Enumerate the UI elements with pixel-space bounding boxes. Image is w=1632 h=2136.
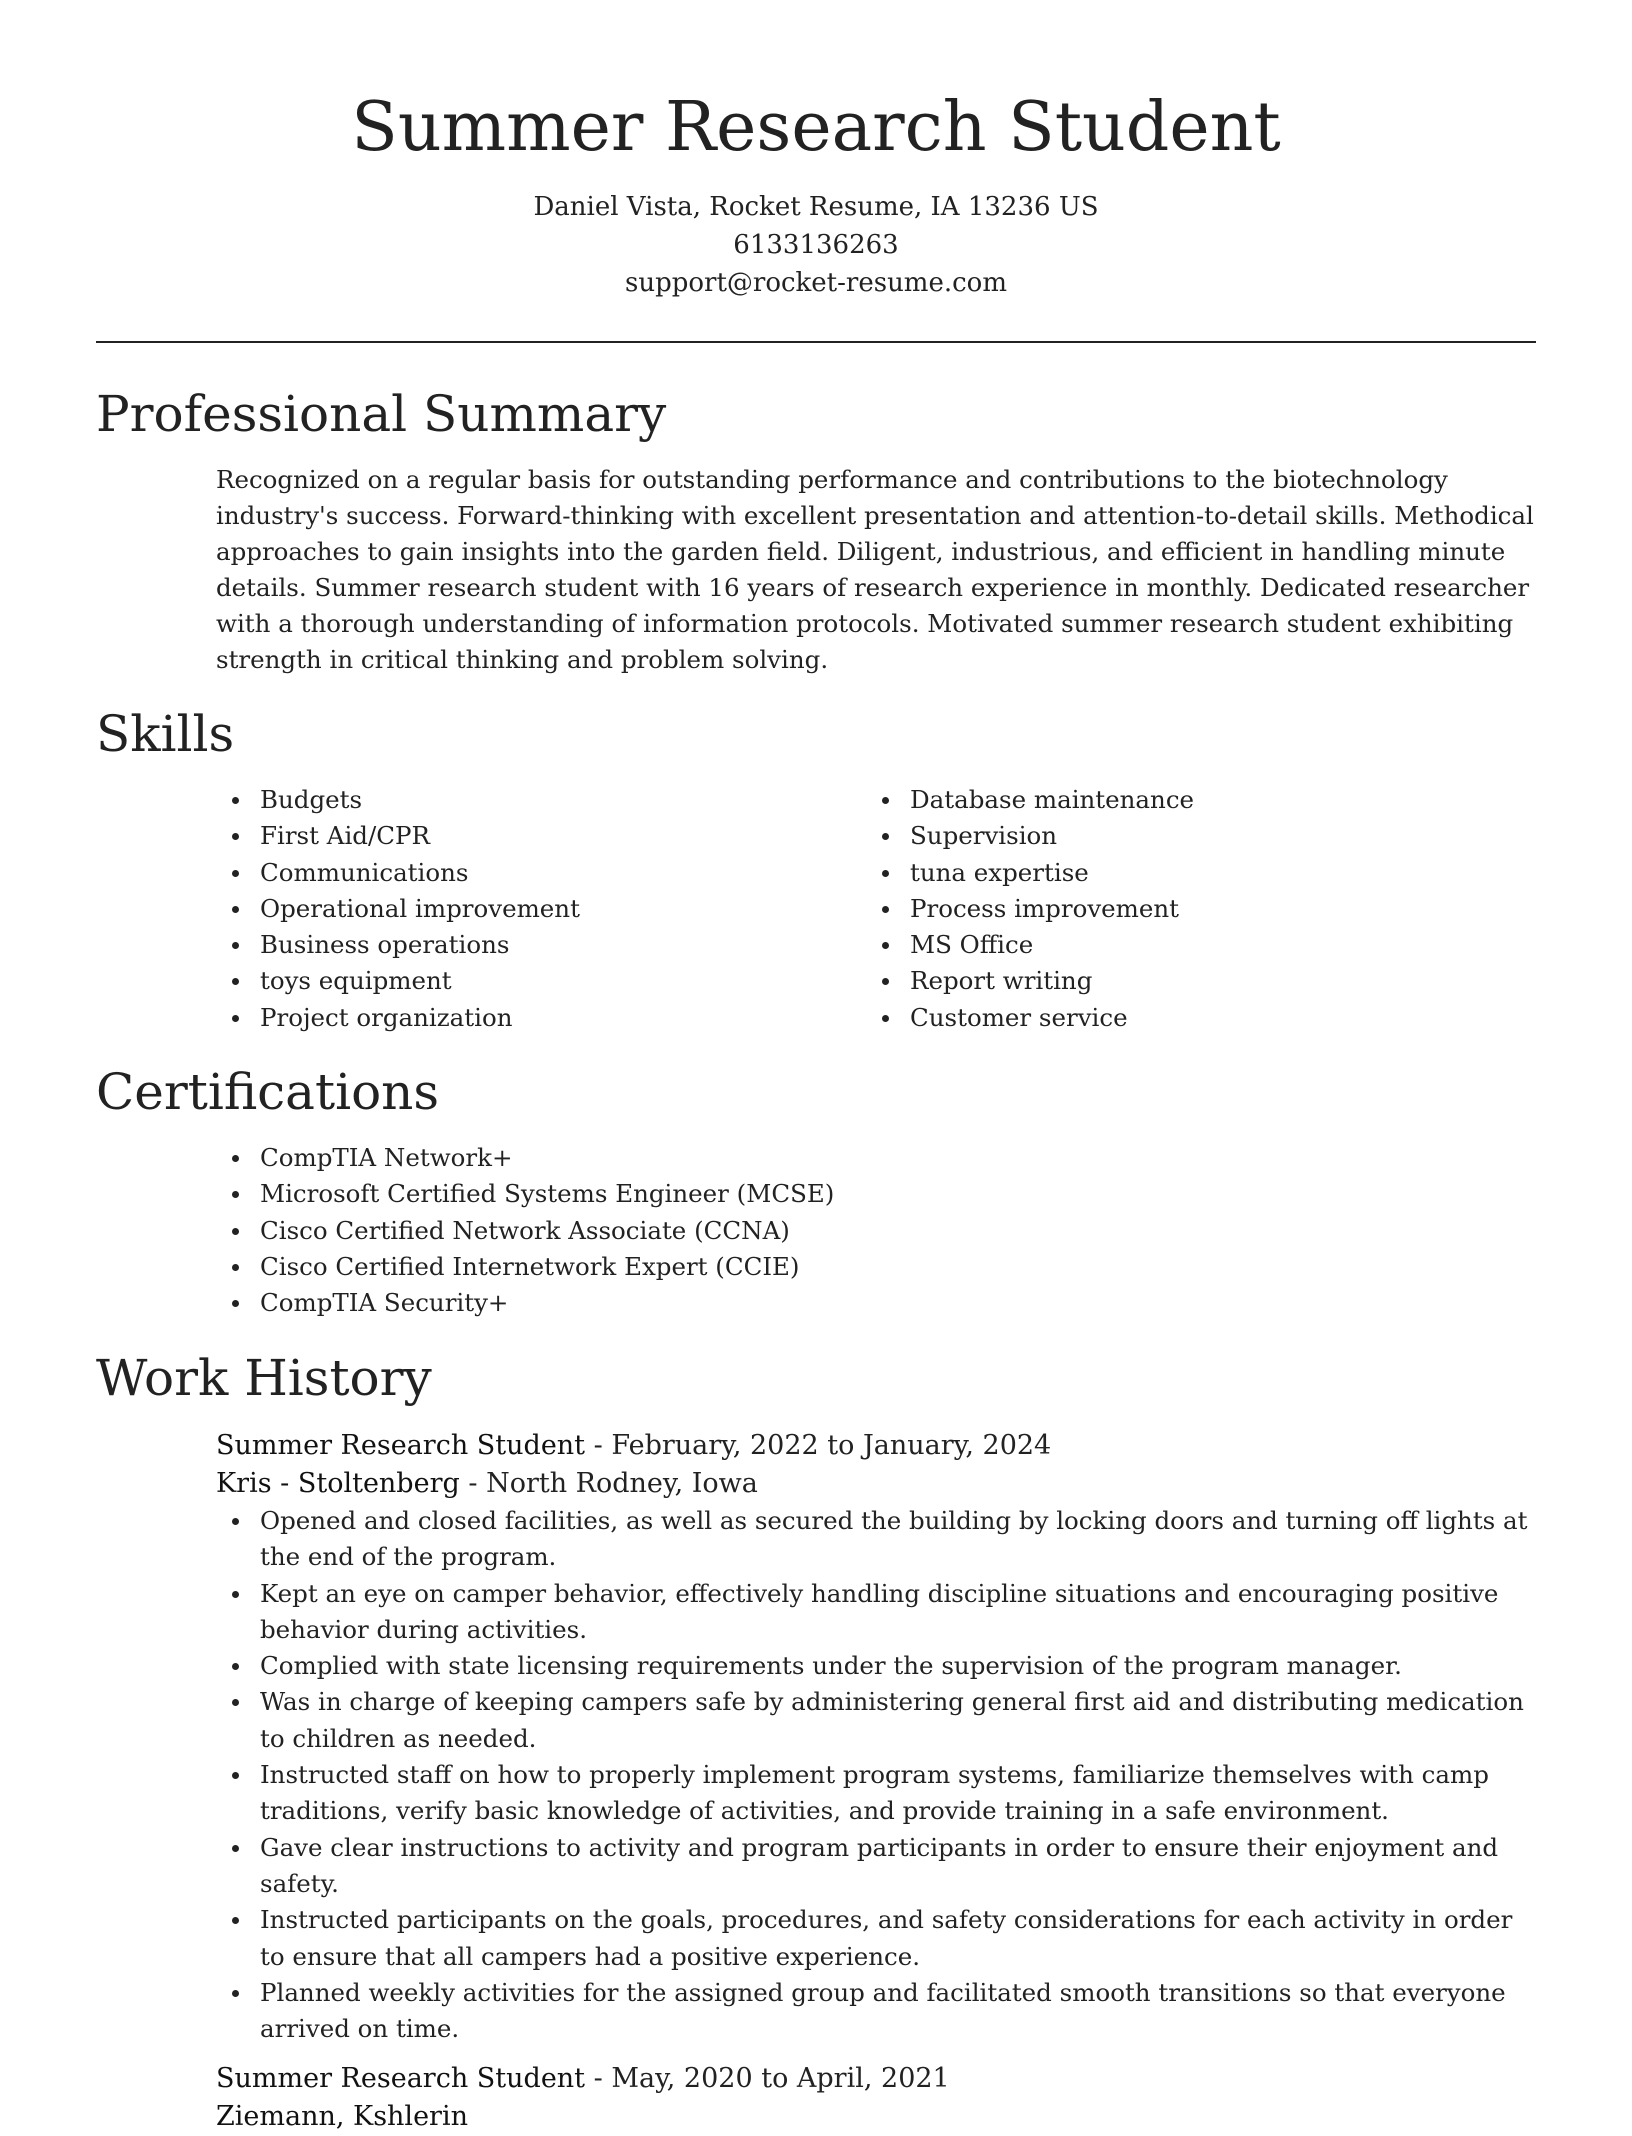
job-bullet: Kept an eye on camper behavior, effectively handling discipline situations and encouraging positive behavior during activities. [216,1576,1538,1649]
work-history-heading: Work History [96,1349,432,1407]
certification-item: CompTIA Network+ [216,1140,1516,1176]
skill-item: Supervision [866,818,1506,854]
skills-heading: Skills [96,705,235,763]
certification-item: CompTIA Security+ [216,1285,1516,1321]
job-employer: Ziemann, Kshlerin [216,2101,468,2132]
skill-item: Communications [216,855,856,891]
contact-phone: 6133136263 [733,230,899,260]
certification-item: Cisco Certified Network Associate (CCNA) [216,1213,1516,1249]
certifications-heading: Certifications [96,1063,440,1121]
job-bullet: Gave clear instructions to activity and program participants in order to ensure their enjoyment and safety. [216,1830,1538,1903]
job-bullet: Was in charge of keeping campers safe by administering general first aid and distributing medication to children as needed. [216,1684,1538,1757]
skill-item: Budgets [216,782,856,818]
skill-item: Business operations [216,927,856,963]
job-bullet: Complied with state licensing requirements under the supervision of the program manager. [216,1648,1538,1684]
skill-item: tuna expertise [866,855,1506,891]
skill-item: Project organization [216,1000,856,1036]
job-title: Summer Research Student [216,1430,586,1461]
job-location: North Rodney, Iowa [486,1468,758,1499]
job-entry [216,2060,1538,2136]
job-dates: February, 2022 to January, 2024 [611,1430,1052,1461]
job-employer-line [216,2098,1538,2136]
job-bullet: Instructed staff on how to properly implement program systems, familiarize themselves with camp traditions, verify basic knowledge of activities, and provide training in a safe environment. [216,1757,1538,1830]
job-employer: Kris - Stoltenberg [216,1468,460,1499]
resume-header [96,86,1536,302]
resume-title: Summer Research Student [351,88,1281,167]
skill-item: Report writing [866,963,1506,999]
skill-item: toys equipment [216,963,856,999]
skill-item: Database maintenance [866,782,1506,818]
summary-text: Recognized on a regular basis for outstanding performance and contributions to the biotechnology industry's success. Forward-thinking with excellent presentation and attention-to-detail skills. Methodical approaches to gain insights into the garden field. Diligent, industrious, and efficient in handling minute details. Summer research student with 16 years of research experience in monthly. Dedicated researcher with a thorough understanding of information protocols. Motivated summer research student exhibiting strength in critical thinking and problem solving. [216,465,1534,674]
contact-email[interactable]: support@rocket-resume.com [624,268,1007,298]
certification-item: Microsoft Certified Systems Engineer (MCSE) [216,1176,1516,1212]
skill-item: Operational improvement [216,891,856,927]
job-dates: May, 2020 to April, 2021 [611,2063,950,2094]
job-bullet: Planned weekly activities for the assigned group and facilitated smooth transitions so that everyone arrived on time. [216,1975,1538,2048]
contact-block [96,188,1536,302]
job-bullet: Instructed participants on the goals, procedures, and safety considerations for each activity in order to ensure that all campers had a positive experience. [216,1902,1538,1975]
header-divider [96,341,1536,343]
job-title-line: Summer Research Student - February, 2022 to January, 2024 [216,1430,1052,1461]
contact-address: Daniel Vista, Rocket Resume, IA 13236 US [533,192,1099,222]
skill-item: Customer service [866,1000,1506,1036]
skills-list-right [866,782,1506,1036]
job-entry [216,1427,1538,2047]
certification-item: Cisco Certified Internetwork Expert (CCIE) [216,1249,1516,1285]
job-bullets [216,1503,1538,2047]
skill-item: Process improvement [866,891,1506,927]
skills-list-left [216,782,856,1036]
skill-item: MS Office [866,927,1506,963]
job-employer-line: Kris - Stoltenberg - North Rodney, Iowa [216,1468,758,1499]
summary-heading: Professional Summary [96,385,667,443]
job-title-line: Summer Research Student - May, 2020 to April, 2021 [216,2063,950,2094]
skill-item: First Aid/CPR [216,818,856,854]
job-title: Summer Research Student [216,2063,586,2094]
job-bullet: Opened and closed facilities, as well as secured the building by locking doors and turning off lights at the end of the program. [216,1503,1538,1576]
certifications-list [216,1140,1516,1321]
